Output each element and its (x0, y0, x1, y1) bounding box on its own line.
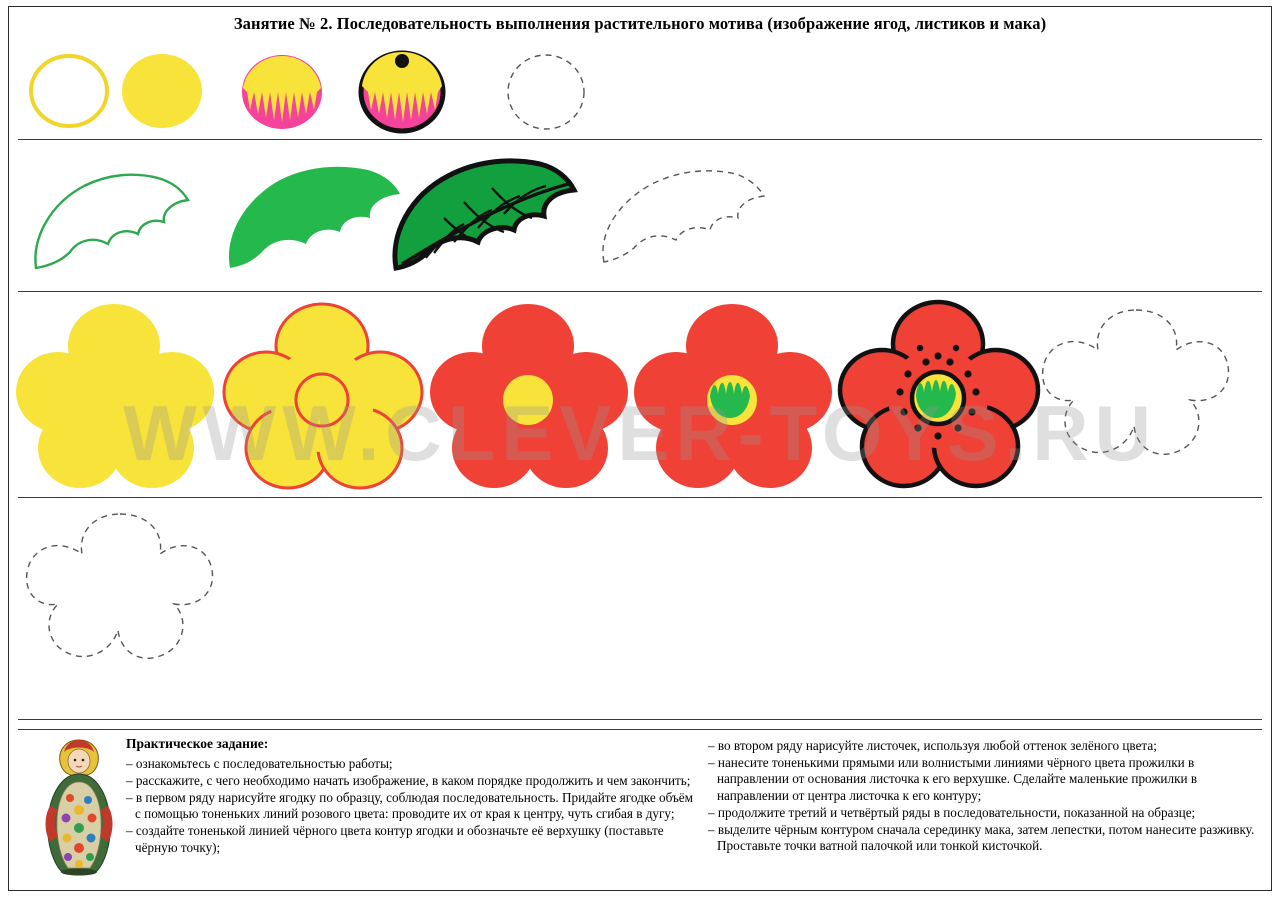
leaf-outline-green (22, 160, 202, 280)
task-right-column (708, 738, 1268, 854)
task-item: – нанесите тоненькими прямыми или волнистыми линиями чёрного цвета прожилки в направлении от основания листочка к его верхушке. Сделайте маленькие прожилки в направлении от центра листочка к его контуру; (708, 754, 1198, 803)
task-item: – выделите чёрным контуром сначала серединку мака, затем лепестки, потом нанесите разживку. Проставьте точки ватной палочкой или тонкой кисточкой. (708, 821, 1255, 853)
row-separator-1 (18, 139, 1262, 140)
berry-yellow-filled (110, 48, 220, 134)
task-item: – ознакомьтесь с последовательностью работы; (126, 756, 393, 771)
watermark: WWW.CLEVER-TOYS.RU (123, 389, 1157, 477)
berry-black-outline-dot (352, 46, 462, 140)
matryoshka-doll-illustration (34, 736, 124, 876)
page-border-left (8, 6, 9, 890)
flower-dashed-template (24, 506, 224, 706)
page-title: Занятие № 2. Последовательность выполнения растительного мотива (изображение ягод, листиков и мака) (233, 14, 1047, 33)
leaf-dashed-template (590, 164, 770, 274)
task-item: – в первом ряду нарисуйте ягодку по образцу, соблюдая последовательность. Придайте ягодке объём с помощью тоненьких линий розового цвета: проводите их от края к центру, чуть сгибая в дугу; (126, 789, 694, 822)
task-left-column (126, 756, 701, 856)
flower-yellow-plain (14, 300, 224, 490)
row-separator-5 (18, 729, 1262, 730)
page-border-right (1271, 6, 1272, 890)
flower-dashed-template (1040, 304, 1240, 490)
page-border-bottom (8, 890, 1272, 891)
row-separator-2 (18, 291, 1262, 292)
page-border-top (8, 6, 1272, 7)
berry-dashed-template (488, 46, 608, 142)
task-heading: Практическое задание: (126, 736, 269, 751)
flower-red-green-center (628, 300, 843, 492)
row-separator-4 (18, 719, 1262, 720)
flower-yellow-red-outline (218, 300, 433, 492)
leaf-green-filled (218, 158, 408, 282)
task-item: – создайте тоненькой линией чёрного цвета контур ягодки и обозначьте её верхушку (поставьте чёрную точку); (126, 823, 664, 855)
flower-red-yellow-center (424, 300, 639, 492)
flower-poppy-finished (830, 296, 1050, 494)
berry-pink-strokes (232, 48, 342, 138)
task-item: – во втором ряду нарисуйте листочек, используя любой оттенок зелёного цвета; (708, 738, 1157, 753)
leaf-black-veins (382, 154, 582, 284)
task-item: – расскажите, с чего необходимо начать изображение, в каком порядке продолжить и чем закончить; (126, 772, 691, 788)
row-separator-3 (18, 497, 1262, 498)
practice-task-area (18, 736, 1262, 884)
task-item: – продолжите третий и четвёртый ряды в последовательности, показанной на образце; (708, 804, 1196, 820)
